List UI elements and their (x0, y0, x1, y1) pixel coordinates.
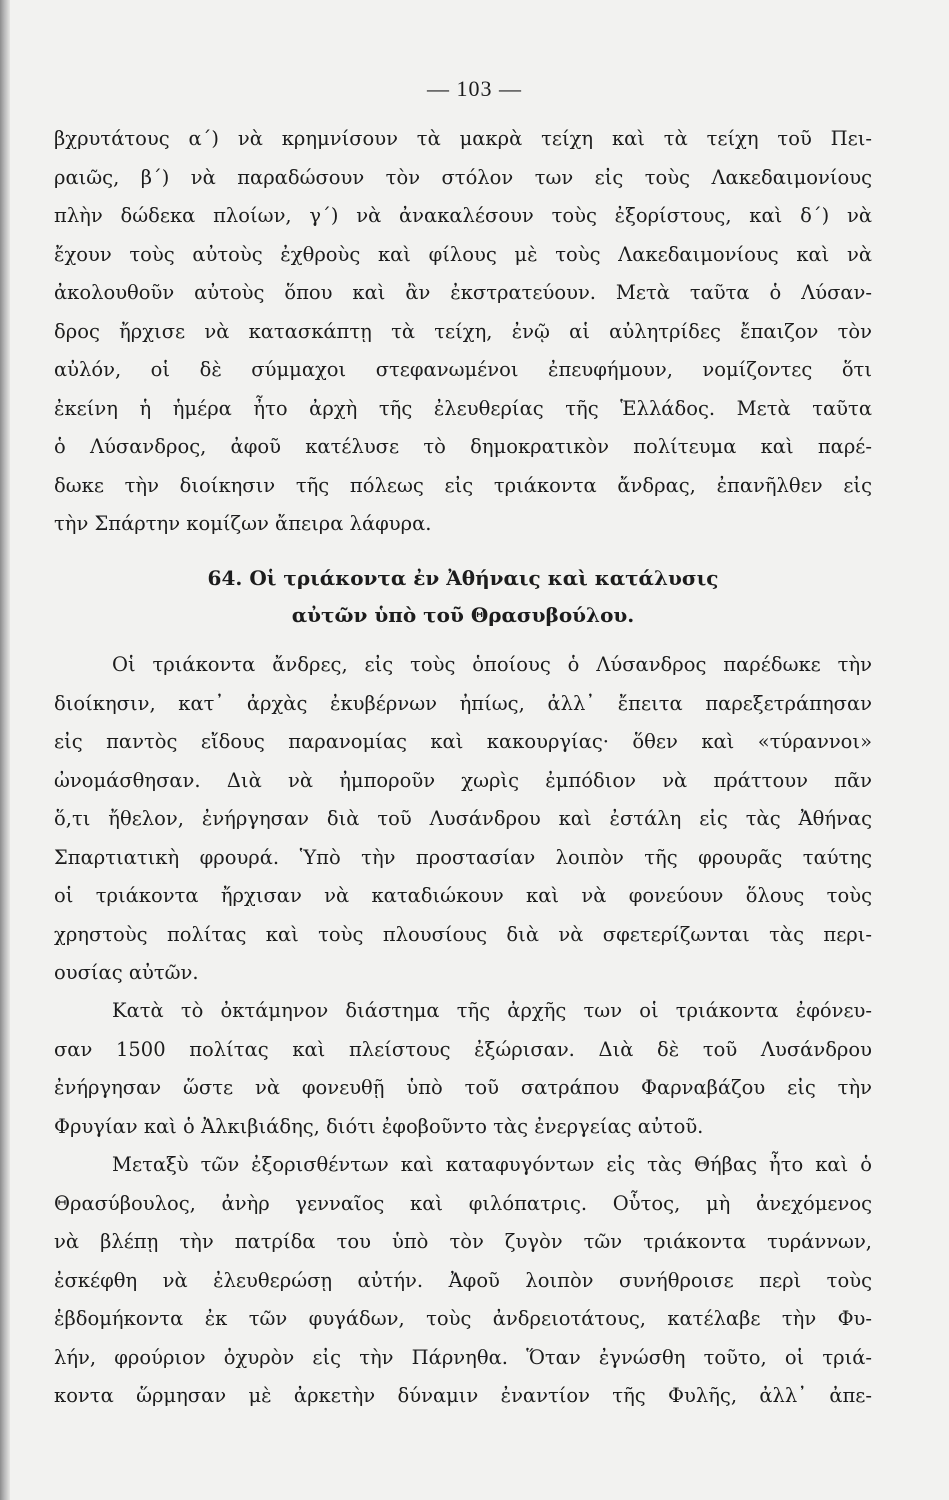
text-line: εἰς παντὸς εἴδους παρανομίας καὶ κακουργίας· ὅθεν καὶ «τύραννοι» (54, 730, 872, 753)
paragraph-2 (54, 646, 872, 993)
text-line: ουσίας αὐτῶν. (54, 961, 199, 984)
text-line: Σπαρτιατικὴ φρουρά. Ὑπὸ τὴν προστασίαν λοιπὸν τῆς φρουρᾶς ταύτης (54, 845, 872, 869)
text-line: ἑβδομήκοντα ἐκ τῶν φυγάδων, τοὺς ἀνδρειοτάτους, κατέλαβε τὴν Φυ- (54, 1307, 872, 1330)
text-line: τὴν Σπάρτην κομίζων ἄπειρα λάφυρα. (54, 512, 432, 535)
page-edge-shadow (0, 0, 10, 1500)
text-line: κοντα ὥρμησαν μὲ ἀρκετὴν δύναμιν ἐναντίον τῆς Φυλῆς, ἀλλ᾽ ἀπε- (54, 1384, 872, 1407)
text-line: ἔχουν τοὺς αὐτοὺς ἐχθροὺς καὶ φίλους μὲ τοὺς Λακεδαιμονίους καὶ νὰ (54, 242, 872, 266)
text-line: ἀκολουθοῦν αὐτοὺς ὅπου καὶ ἂν ἐκστρατεύουν. Μετὰ ταῦτα ὁ Λύσαν- (54, 281, 872, 304)
text-line: ὁ Λύσανδρος, ἀφοῦ κατέλυσε τὸ δημοκρατικὸν πολίτευμα καὶ παρέ- (54, 435, 872, 458)
text-line: Θρασύβουλος, ἀνὴρ γενναῖος καὶ φιλόπατρις. Οὗτος, μὴ ἀνεχόμενος (54, 1191, 872, 1215)
paragraph-3 (54, 992, 872, 1146)
text-line: χρηστοὺς πολίτας καὶ τοὺς πλουσίους διὰ νὰ σφετερίζωνται τὰς περι- (54, 922, 872, 946)
section-title-part-1: Οἱ τριάκοντα ἐν Ἀθήναις καὶ κατάλυσις (249, 566, 719, 590)
section-heading-line-1 (54, 560, 872, 597)
text-line: σαν 1500 πολίτας καὶ πλείστους ἐξώρισαν. Διὰ δὲ τοῦ Λυσάνδρου (54, 1037, 872, 1061)
paragraph-continuation (54, 120, 872, 544)
section-heading (54, 560, 872, 634)
text-line: Μεταξὺ τῶν ἐξορισθέντων καὶ καταφυγόντων εἰς τὰς Θήβας ἦτο καὶ ὁ (112, 1153, 872, 1176)
text-line: ἐκείνη ἡ ἡμέρα ἦτο ἀρχὴ τῆς ἐλευθερίας τῆς Ἑλλάδος. Μετὰ ταῦτα (54, 396, 872, 420)
page-number: — 103 — (427, 76, 522, 101)
text-line: αὐλόν, οἱ δὲ σύμμαχοι στεφανωμένοι ἐπευφήμουν, νομίζοντες ὅτι (54, 358, 872, 381)
text-line: ὠνομάσθησαν. Διὰ νὰ ἠμποροῦν χωρὶς ἐμπόδιον νὰ πράττουν πᾶν (54, 768, 872, 792)
text-line: Οἱ τριάκοντα ἄνδρες, εἰς τοὺς ὁποίους ὁ Λύσανδρος παρέδωκε τὴν (112, 653, 872, 676)
text-line: Φρυγίαν καὶ ὁ Ἀλκιβιάδης, διότι ἐφοβοῦντο τὰς ἐνεργείας αὐτοῦ. (54, 1114, 704, 1138)
section-number: 64. (207, 566, 243, 590)
text-line: Κατὰ τὸ ὀκτάμηνον διάστημα τῆς ἀρχῆς των οἱ τριάκοντα ἐφόνευ- (112, 999, 872, 1022)
paragraph-4 (54, 1146, 872, 1416)
text-line: ραιῶς, β΄) νὰ παραδώσουν τὸν στόλον των εἰς τοὺς Λακεδαιμονίους (54, 165, 872, 189)
text-line: ἐσκέφθη νὰ ἐλευθερώσῃ αὐτήν. Ἀφοῦ λοιπὸν συνήθροισε περὶ τοὺς (54, 1268, 872, 1292)
text-line: δωκε τὴν διοίκησιν τῆς πόλεως εἰς τριάκοντα ἄνδρας, ἐπανῆλθεν εἰς (54, 473, 872, 497)
text-line: λήν, φρούριον ὀχυρὸν εἰς τὴν Πάρνηθα. Ὅταν ἐγνώσθη τοῦτο, οἱ τριά- (54, 1345, 872, 1369)
text-line: δρος ἤρχισε νὰ κατασκάπτῃ τὰ τείχη, ἐνῷ αἱ αὐλητρίδες ἔπαιζον τὸν (54, 319, 872, 343)
section-title-part-2: αὐτῶν ὑπὸ τοῦ Θρασυβούλου. (291, 603, 635, 627)
text-line: ὅ,τι ἤθελον, ἐνήργησαν διὰ τοῦ Λυσάνδρου καὶ ἐστάλη εἰς τὰς Ἀθήνας (54, 807, 872, 830)
text-line: διοίκησιν, κατ᾽ ἀρχὰς ἐκυβέρνων ἠπίως, ἀλλ᾽ ἔπειτα παρεξετράπησαν (54, 691, 872, 715)
text-line: βχρυτάτους α΄) νὰ κρημνίσουν τὰ μακρὰ τείχη καὶ τὰ τείχη τοῦ Πει- (54, 127, 872, 150)
text-line: νὰ βλέπῃ τὴν πατρίδα του ὑπὸ τὸν ζυγὸν τῶν τριάκοντα τυράννων, (54, 1230, 872, 1253)
text-line: οἱ τριάκοντα ἤρχισαν νὰ καταδιώκουν καὶ νὰ φονεύουν ὅλους τοὺς (54, 884, 872, 907)
text-line: ἐνήργησαν ὥστε νὰ φονευθῇ ὑπὸ τοῦ σατράπου Φαρναβάζου εἰς τὴν (54, 1076, 872, 1099)
text-line: πλὴν δώδεκα πλοίων, γ΄) νὰ ἀνακαλέσουν τοὺς ἐξορίστους, καὶ δ΄) νὰ (54, 204, 872, 227)
